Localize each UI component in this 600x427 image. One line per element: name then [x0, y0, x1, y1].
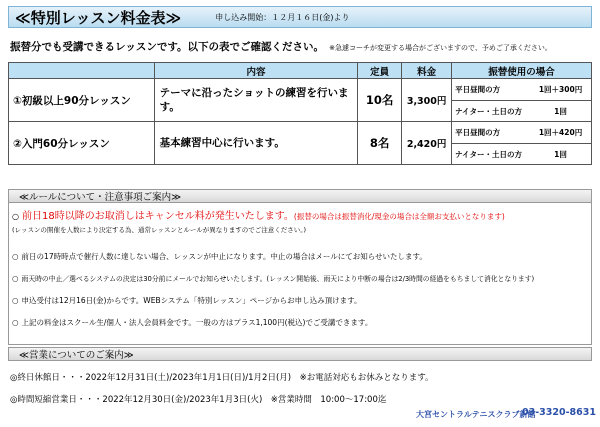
swap-cell	[452, 79, 592, 122]
swap-label: 平日昼間の方	[455, 85, 501, 94]
title-bar	[8, 6, 592, 28]
table-row	[9, 79, 592, 122]
business-section-header: ≪営業についてのご案内≫	[8, 347, 592, 361]
bullet-icon: ○	[12, 212, 19, 221]
page-title: ≪特別レッスン料金表≫	[15, 8, 182, 27]
col-header-content: 内容	[154, 63, 358, 79]
col-header-swap: 振替使用の場合	[452, 63, 592, 79]
intro	[10, 35, 595, 54]
short-hours-days: ◎時間短縮営業日・・・2022年12月30日(金)/2023年1月3日(火) ※営業時間 10:00～17:00迄	[10, 395, 387, 405]
swap-value: 1回	[554, 106, 567, 116]
price-table	[8, 62, 592, 165]
rule-item: ○ 申込受付は12月16日(金)からです。WEBシステム「特別レッスン」ページからお申し込み頂けます。	[12, 296, 362, 305]
intro-sub: ※急遽コーチが変更する場合がございますので、予めご了承ください。	[329, 44, 552, 52]
club-name: 大宮セントラルテニスクラブ新館	[416, 410, 536, 419]
closed-days: ◎終日休館日・・・2022年12月31日(土)/2023年1月1日(日)/1月2日(月) ※お電話対応もお休みとなります。	[10, 373, 434, 383]
bullet-icon: ○	[12, 252, 19, 261]
lesson-capacity: 8名	[358, 122, 402, 165]
application-start-note: 申し込み開始：１２月１６日(金)より	[215, 12, 350, 22]
rules-note: (レッスンの開催を人数により決定する為、通常レッスンとルールが異なりますのでご注意ください。)	[12, 226, 307, 234]
swap-cell	[452, 122, 592, 165]
lesson-content: テーマに沿ったショットの練習を行います。	[154, 79, 358, 122]
intro-main: 振替分でも受講できるレッスンです。以下の表でご確認ください。	[10, 41, 325, 53]
swap-row	[452, 122, 591, 143]
bullet-icon: ○	[12, 318, 19, 327]
swap-label: ナイター・土日の方	[455, 149, 523, 159]
lesson-name: ①初級以上90分レッスン	[9, 79, 155, 122]
swap-row	[452, 100, 591, 121]
lesson-fee: 2,420円	[402, 122, 452, 165]
lesson-name: ②入門60分レッスン	[9, 122, 155, 165]
col-header-fee: 料金	[402, 63, 452, 79]
lesson-fee: 3,300円	[402, 79, 452, 122]
swap-value: 1回＋420円	[538, 128, 583, 137]
cancellation-warning	[12, 207, 505, 222]
swap-row	[452, 79, 591, 100]
table-row	[9, 122, 592, 165]
lesson-capacity: 10名	[358, 79, 402, 122]
table-header-row	[9, 63, 592, 79]
swap-value: 1回＋300円	[538, 85, 583, 94]
rule-item: ○ 前日の17時時点で催行人数に達しない場合、レッスンが中止になります。中止の場合はメールにてお知らせいたします。	[12, 252, 427, 261]
warning-sub-text: (振替の場合は振替消化/現金の場合は全額お支払いとなります)	[293, 212, 505, 221]
swap-row	[452, 143, 591, 164]
rule-item: ○ 上記の料金はスクール生/個人・法人会員料金です。一般の方はプラス1,100円(税込)でご受講できます。	[12, 318, 373, 327]
swap-label: 平日昼間の方	[455, 128, 501, 137]
swap-value: 1回	[554, 149, 567, 159]
warning-text: 前日18時以降のお取消しはキャンセル料が発生いたします。	[21, 211, 294, 222]
bullet-icon: ○	[12, 296, 19, 305]
col-header-lesson	[9, 63, 155, 79]
rule-item: ○ 雨天時の中止／選べるシステムの決定は30分前にメールでお知らせいたします。(レッスン開始後、雨天により中断の場合は2/3時間の経過をもちまして消化となります)	[12, 274, 535, 283]
swap-label: ナイター・土日の方	[455, 106, 523, 116]
bullet-icon: ○	[12, 274, 19, 283]
club-phone: 03-3320-8631	[522, 407, 596, 418]
lesson-content: 基本練習中心に行います。	[154, 122, 358, 165]
rules-section-header: ≪ルールについて・注意事項ご案内≫	[8, 189, 592, 203]
col-header-capacity: 定員	[358, 63, 402, 79]
